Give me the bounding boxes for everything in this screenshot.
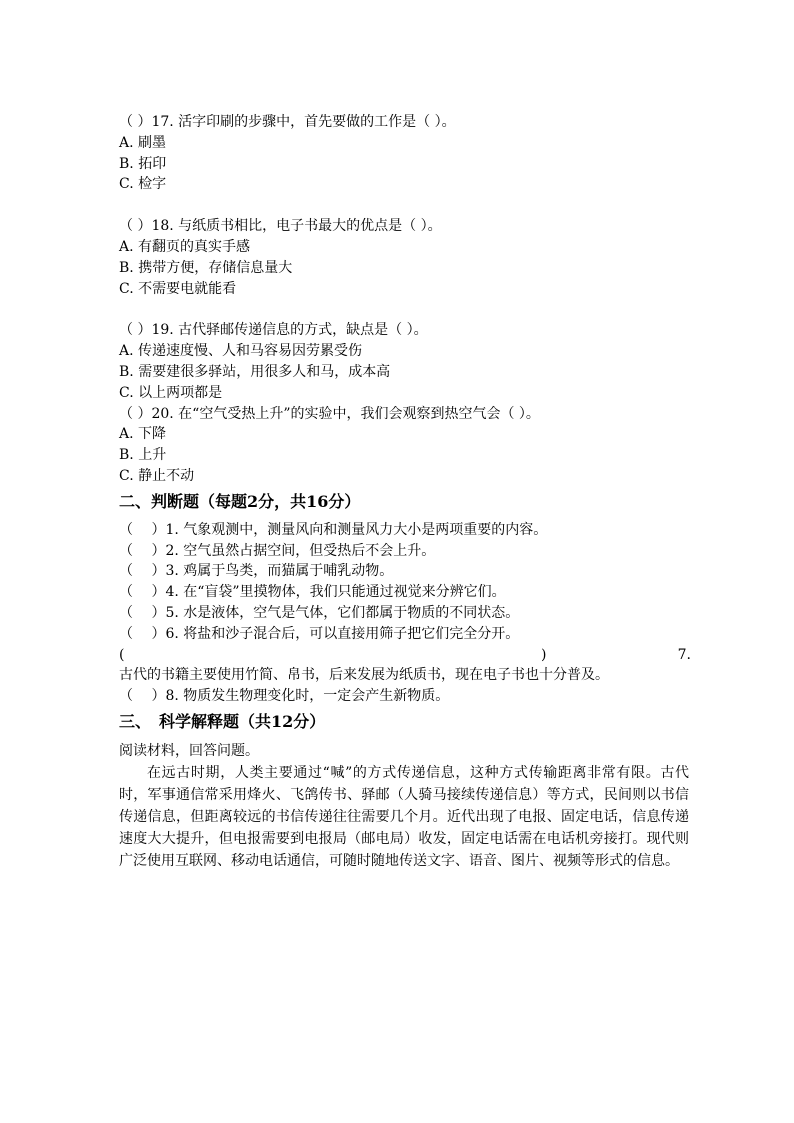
option-a: A. 有翻页的真实手感: [119, 238, 251, 255]
option-c: C. 静止不动: [119, 467, 195, 484]
question-text: （ ）17. 活字印刷的步骤中，首先要做的工作是（ ）。: [119, 114, 456, 130]
tf-item-4: （ ）4. 在“盲袋”里摸物体，我们只能通过视觉来分辨它们。: [119, 584, 506, 601]
tf-item-5: （ ）5. 水是液体，空气是气体，它们都属于物质的不同状态。: [119, 604, 520, 621]
mc-question-18: [119, 216, 679, 299]
tf-item-1: （ ）1. 气象观测中，测量风向和测量风力大小是两项重要的内容。: [119, 521, 548, 538]
option-b: B. 需要建很多驿站，用很多人和马，成本高: [119, 363, 391, 380]
mc-question-19: [119, 320, 679, 403]
reading-passage: 在远古时期，人类主要通过“喊”的方式传递信息，这种方式传输距离非常有限。古代时，军事通信常采用烽火、飞鸽传书、驿邮（人骑马接续传递信息）等方式，民间则以书信传递信息，但距离较远的书信传递往往需要几个月。近代出现了电报、固定电话，信息传递速度大大提升，但电报需要到电报局（邮电局）收发，固定电话需在电话机旁接打。现代则广泛使用互联网、移动电话通信，可随时随地传送文字、语音、图片、视频等形式的信息。: [119, 764, 689, 869]
close-paren: ): [541, 646, 547, 663]
tf-item-7-text: 古代的书籍主要使用竹简、帛书，后来发展为纸质书，现在电子书也十分普及。: [119, 667, 609, 684]
option-c: C. 检字: [119, 176, 167, 193]
tf-item-8: （ ）8. 物质发生物理变化时，一定会产生新物质。: [119, 688, 450, 705]
reading-instruction: 阅读材料，回答问题。: [119, 742, 259, 759]
mc-question-17: [119, 112, 679, 195]
section-heading-science-explanation: 三、 科学解释题（共12分）: [119, 711, 326, 731]
question-text: （ ）20. 在“空气受热上升”的实验中，我们会观察到热空气会（ ）。: [119, 405, 540, 422]
option-a: A. 传递速度慢、人和马容易因劳累受伤: [119, 343, 363, 360]
question-text: （ ）19. 古代驿邮传递信息的方式，缺点是（ ）。: [119, 322, 428, 339]
tf-item-6: （ ）6. 将盐和沙子混合后，可以直接用筛子把它们完全分开。: [119, 625, 520, 642]
option-c: C. 不需要电就能看: [119, 280, 237, 297]
option-b: B. 拓印: [119, 155, 167, 172]
option-b: B. 携带方便，存储信息量大: [119, 259, 293, 276]
mc-question-20: [119, 404, 679, 487]
option-c: C. 以上两项都是: [119, 384, 223, 401]
tf-item-3: （ ）3. 鸡属于鸟类，而猫属于哺乳动物。: [119, 563, 394, 580]
true-false-list: [119, 520, 691, 707]
exam-page: [119, 112, 691, 872]
section-heading-true-false: 二、判断题（每题2分，共16分）: [119, 491, 361, 511]
option-a: A. 刷墨: [119, 134, 167, 151]
option-a: A. 下降: [119, 426, 167, 443]
question-text: （ ）18. 与纸质书相比，电子书最大的优点是（ ）。: [119, 218, 442, 235]
open-paren: (: [119, 646, 125, 663]
option-b: B. 上升: [119, 447, 167, 464]
item-number: 7.: [677, 646, 691, 663]
tf-item-7-bracket: [119, 645, 691, 666]
tf-item-2: （ ）2. 空气虽然占据空间，但受热后不会上升。: [119, 542, 436, 559]
